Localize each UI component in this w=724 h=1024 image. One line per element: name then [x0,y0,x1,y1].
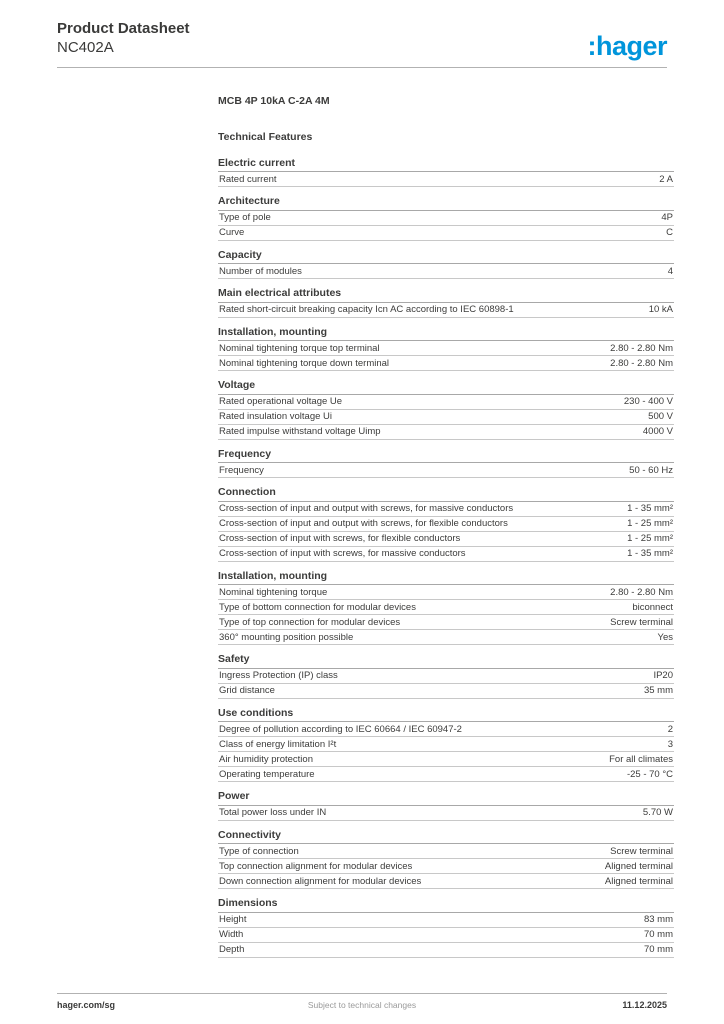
row-label: Down connection alignment for modular devices [219,875,422,887]
section-title: Use conditions [218,708,674,723]
row-value: Aligned terminal [604,875,673,887]
section-title: Architecture [218,196,674,211]
table-row [218,341,674,356]
row-label: Type of pole [219,212,271,223]
section-title: Installation, mounting [218,571,674,586]
spec-sections-container [218,158,674,958]
section-title: Voltage [218,380,674,395]
row-label: Nominal tightening torque down terminal [219,357,390,369]
table-row [218,356,674,371]
document-title: Product Datasheet [57,20,190,37]
section-title: Main electrical attributes [218,288,674,303]
spec-section-connection [218,487,674,562]
section-title: Connection [218,487,674,502]
row-label: Height [219,914,247,925]
row-label: Frequency [219,464,264,476]
row-value: 2.80 - 2.80 Nm [610,342,673,354]
section-title: Electric current [218,158,674,173]
spec-section-voltage [218,380,674,440]
row-value: Yes [657,631,673,643]
row-value: 230 - 400 V [623,396,673,407]
footer-website: hager.com/sg [57,1000,116,1010]
table-row [218,264,674,279]
row-value: Screw terminal [610,845,673,857]
product-reference: NC402A [57,38,114,56]
row-label: Type of top connection for modular devices [219,616,401,628]
footer-note: Subject to technical changes [307,1000,417,1010]
table-row [218,395,674,410]
table-row [218,211,674,226]
header-divider [57,67,667,68]
table-row [218,600,674,615]
table-row [218,669,674,684]
row-value: 1 - 35 mm² [627,503,673,514]
row-label: Rated current [219,173,277,185]
row-value: 2.80 - 2.80 Nm [610,357,673,369]
row-value: 50 - 60 Hz [629,464,673,476]
row-value: 10 kA [648,304,673,315]
spec-section-safety [218,654,674,699]
row-label: Top connection alignment for modular devices [219,860,413,872]
table-row [218,532,674,547]
row-label: Depth [219,944,245,955]
row-label: Type of connection [219,845,299,857]
spec-section-main-electrical-attributes [218,288,674,318]
row-label: Nominal tightening torque top terminal [219,342,380,354]
table-row [218,913,674,928]
table-row [218,226,674,241]
row-value: C [666,227,673,238]
header [0,0,724,61]
table-row [218,410,674,425]
spec-section-installation-mounting [218,571,674,646]
row-label: Air humidity protection [219,753,313,765]
section-title: Capacity [218,250,674,265]
table-row [218,722,674,737]
row-label: Total power loss under IN [219,807,327,818]
table-row [218,303,674,318]
row-value: 70 mm [643,929,673,940]
section-title: Connectivity [218,830,674,845]
table-row [218,806,674,821]
row-value: 2 [667,723,673,735]
row-value: 4 [667,265,673,277]
table-row [218,547,674,562]
row-label: Cross-section of input with screws, for flexible conductors [219,533,461,544]
row-label: Operating temperature [219,768,315,780]
spec-section-architecture [218,196,674,241]
row-value: 2.80 - 2.80 Nm [610,586,673,598]
table-row [218,767,674,782]
row-value: 5.70 W [642,807,673,818]
spec-section-installation-mounting [218,327,674,372]
row-value: 4000 V [642,426,673,437]
row-label: Cross-section of input with screws, for massive conductors [219,548,466,559]
row-value: 1 - 35 mm² [627,548,673,559]
row-label: Width [219,929,244,940]
row-value: 500 V [648,411,673,422]
row-value: -25 - 70 °C [626,768,673,780]
table-row [218,463,674,478]
hager-logo: :hager [587,30,667,61]
row-label: Rated operational voltage Ue [219,396,343,407]
footer-date: 11.12.2025 [622,1000,667,1010]
table-row [218,928,674,943]
spec-section-use-conditions [218,708,674,783]
row-label: Ingress Protection (IP) class [219,670,338,681]
table-row [218,630,674,645]
table-row [218,874,674,889]
row-label: Cross-section of input and output with screws, for flexible conductors [219,518,508,529]
header-titles [57,20,190,58]
table-row [218,859,674,874]
row-value: For all climates [609,753,673,765]
row-value: 1 - 25 mm² [627,533,673,544]
section-title: Dimensions [218,898,674,913]
row-label: Rated short-circuit breaking capacity Icn AC according to IEC 60898-1 [219,304,514,315]
table-row [218,752,674,767]
table-row [218,943,674,958]
row-value: IP20 [653,670,673,681]
row-label: Rated impulse withstand voltage Uimp [219,426,381,437]
row-label: Class of energy limitation I²t [219,738,337,750]
row-label: Type of bottom connection for modular devices [219,601,416,613]
section-title: Power [218,791,674,806]
table-row [218,172,674,187]
row-value: 2 A [659,173,673,185]
row-value: 83 mm [643,914,673,925]
table-row [218,684,674,699]
row-label: Nominal tightening torque [219,586,328,598]
table-row [218,844,674,859]
table-row [218,615,674,630]
footer [57,993,667,1010]
row-value: 1 - 25 mm² [627,518,673,529]
row-label: Grid distance [219,685,275,696]
row-value: Screw terminal [610,616,673,628]
section-title: Safety [218,654,674,669]
row-label: Cross-section of input and output with screws, for massive conductors [219,503,514,514]
row-value: biconnect [632,601,673,613]
table-row [218,502,674,517]
table-row [218,585,674,600]
section-title: Frequency [218,449,674,464]
row-value: 35 mm [643,685,673,696]
table-row [218,737,674,752]
spec-section-capacity [218,250,674,280]
row-label: 360° mounting position possible [219,631,354,643]
row-label: Number of modules [219,265,302,277]
row-value: Aligned terminal [604,860,673,872]
datasheet-body [218,95,674,958]
table-row [218,425,674,440]
spec-section-power [218,791,674,821]
product-title: MCB 4P 10kA C-2A 4M [218,94,330,107]
spec-section-frequency [218,449,674,479]
row-label: Rated insulation voltage Ui [219,411,333,422]
row-label: Curve [219,227,245,238]
row-label: Degree of pollution according to IEC 60664 / IEC 60947-2 [219,723,462,735]
technical-features-heading: Technical Features [218,130,313,143]
row-value: 3 [667,738,673,750]
spec-section-electric-current [218,158,674,188]
row-value: 70 mm [643,944,673,955]
spec-section-dimensions [218,898,674,958]
table-row [218,517,674,532]
row-value: 4P [661,212,673,223]
spec-section-connectivity [218,830,674,890]
section-title: Installation, mounting [218,327,674,342]
